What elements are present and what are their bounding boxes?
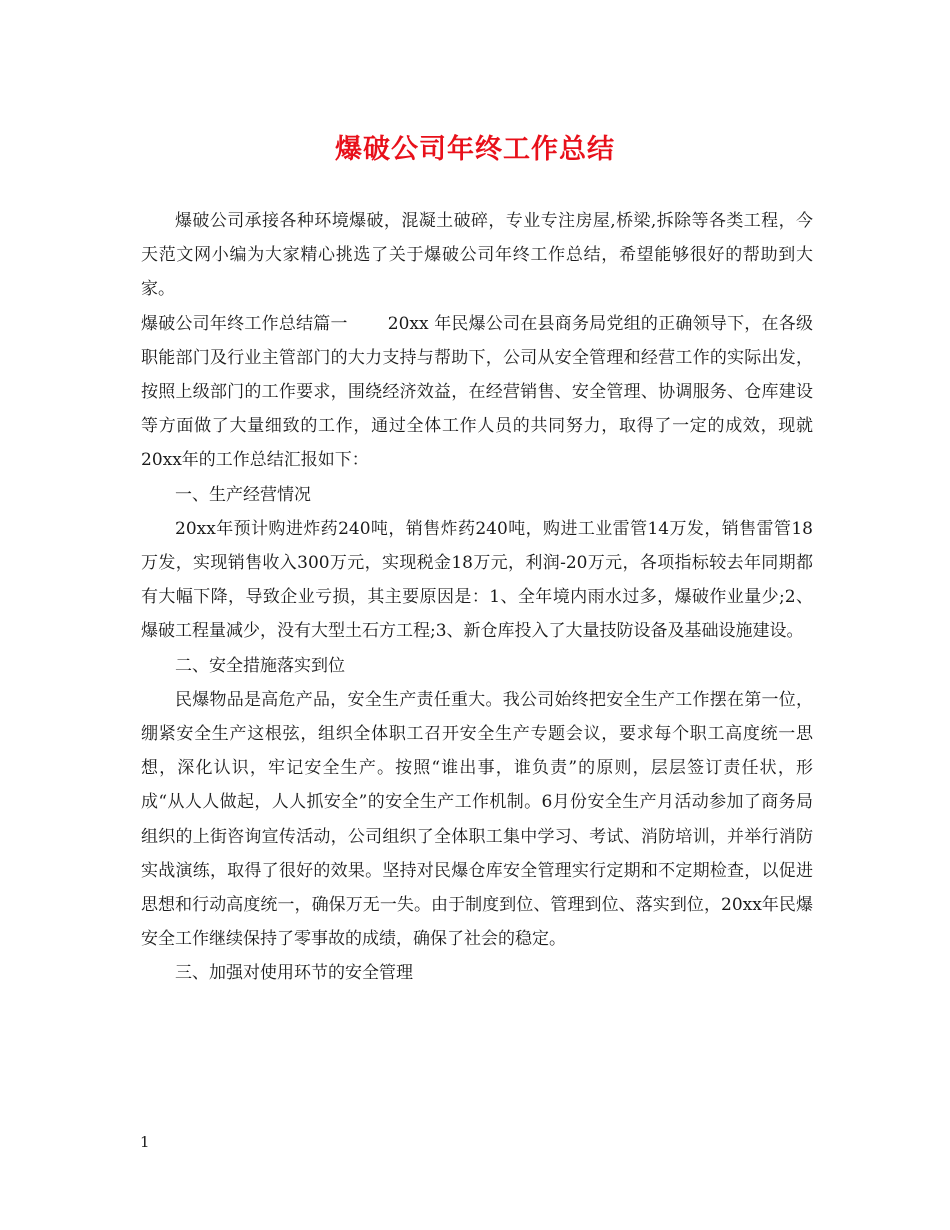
section-body-2: 民爆物品是高危产品，安全生产责任重大。我公司始终把安全生产工作摆在第一位，绷紧安全生产这根弦，组织全体职工召开安全生产专题会议，要求每个职工高度统一思想，深化认识，牢记安全生产。按照“谁出事，谁负责”的原则，层层签订责任状，形成“从人人做起，人人抓安全”的安全生产工作机制。6月份安全生产月活动参加了商务局组织的上街咨询宣传活动，公司组织了全体职工集中学习、考试、消防培训，并举行消防实战演练，取得了很好的效果。坚持对民爆仓库安全管理实行定期和不定期检查，以促进思想和行动高度统一，确保万无一失。由于制度到位、管理到位、落实到位，20xx年民爆安全工作继续保持了零事故的成绩，确保了社会的稳定。 bbox=[141, 689, 813, 950]
part-label: 爆破公司年终工作总结篇一 bbox=[141, 313, 348, 334]
page-number: 1 bbox=[140, 1133, 150, 1151]
part-paragraph bbox=[141, 307, 813, 478]
document-title: 爆破公司年终工作总结 bbox=[335, 134, 615, 165]
section-body-1: 20xx年预计购进炸药240吨，销售炸药240吨，购进工业雷管14万发，销售雷管18万发，实现销售收入300万元，实现税金18万元，利润-20万元，各项指标较去年同期都有大幅下降，导致企业亏损，其主要原因是：1、全年境内雨水过多，爆破作业量少;2、爆破工程量减少，没有大型土石方工程;3、新仓库投入了大量技防设备及基础设施建设。 bbox=[141, 518, 813, 642]
section-heading-2: 二、安全措施落实到位 bbox=[175, 655, 345, 676]
section-heading-1: 一、生产经营情况 bbox=[175, 484, 311, 505]
part-intro: 20xx 年民爆公司在县商务局党组的正确领导下，在各级职能部门及行业主管部门的大力支持与帮助下，公司从安全管理和经营工作的实际出发，按照上级部门的工作要求，围绕经济效益，在经营销售、安全管理、协调服务、仓库建设等方面做了大量细致的工作，通过全体工作人员的共同努力，取得了一定的成效，现就20xx年的工作总结汇报如下： bbox=[141, 313, 813, 471]
intro-paragraph: 爆破公司承接各种环境爆破，混凝土破碎，专业专注房屋,桥梁,拆除等各类工程，今天范文网小编为大家精心挑选了关于爆破公司年终工作总结，希望能够很好的帮助到大家。 bbox=[141, 211, 813, 300]
document-body bbox=[141, 204, 813, 991]
section-heading-3: 三、加强对使用环节的安全管理 bbox=[175, 963, 413, 984]
